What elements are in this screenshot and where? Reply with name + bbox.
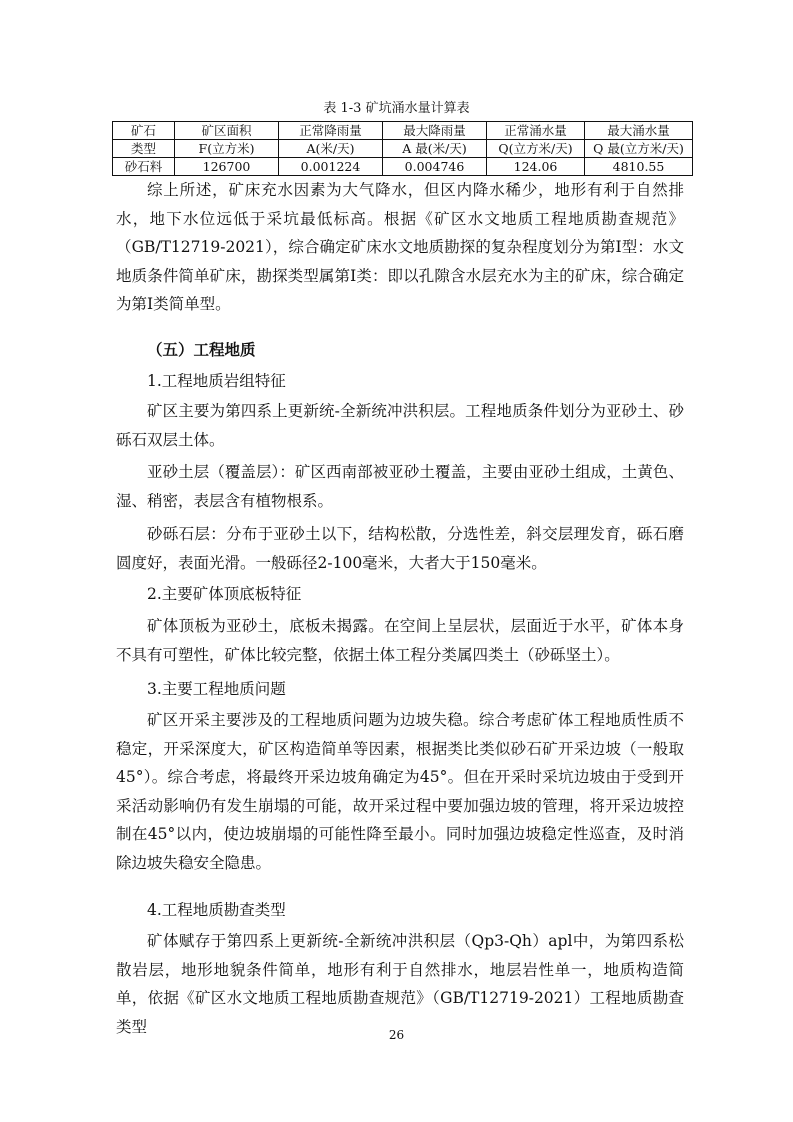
table-header-cell: Q(立方米/天) <box>487 140 585 158</box>
table-cell: 0.001224 <box>279 158 383 176</box>
table-cell: 124.06 <box>487 158 585 176</box>
paragraph-rock-groups: 矿区主要为第四系上更新统-全新统冲洪积层。工程地质条件划分为亚砂土、砂砾石双层土体。 <box>116 402 684 449</box>
table-cell: 0.004746 <box>383 158 487 176</box>
subheading-rock-groups: 1.工程地质岩组特征 <box>147 372 286 390</box>
water-inflow-table <box>112 121 693 176</box>
subheading-engineering-problems: 3.主要工程地质问题 <box>147 680 286 698</box>
table-header-row <box>113 122 693 140</box>
section-heading-engineering-geology: （五）工程地质 <box>147 340 256 359</box>
paragraph-survey-type: 矿体赋存于第四系上更新统-全新统冲洪积层（Qp3-Qh）apl中，为第四系松散岩层，地形地貌条件简单，地形有利于自然排水，地层岩性单一，地质构造简单，依据《矿区水文地质工程地质勘查规范》（GB/T12719-2021）工程地质勘查类型 <box>116 932 684 1036</box>
table-header-cell: F(立方米) <box>175 140 279 158</box>
page-number: 26 <box>388 1028 405 1042</box>
table-header-row <box>113 140 693 158</box>
table-cell: 砂石料 <box>113 158 175 176</box>
table-caption: 表 1-3 矿坑涌水量计算表 <box>323 101 470 116</box>
table-header-cell: Q 最(立方米/天) <box>585 140 693 158</box>
subheading-roof-floor: 2.主要矿体顶底板特征 <box>147 585 302 603</box>
table-header-cell: 正常涌水量 <box>487 122 585 140</box>
table-header-cell: A(米/天) <box>279 140 383 158</box>
table-header-cell: 正常降雨量 <box>279 122 383 140</box>
table-row <box>113 158 693 176</box>
table-header-cell: 类型 <box>113 140 175 158</box>
paragraph-gravel-layer: 砂砾石层：分布于亚砂土以下，结构松散，分选性差，斜交层理发育，砾石磨圆度好，表面光滑。一般砾径2-100毫米，大者大于150毫米。 <box>116 525 684 572</box>
table-cell: 126700 <box>175 158 279 176</box>
table-header-cell: A 最(米/天) <box>383 140 487 158</box>
table-header-cell: 矿区面积 <box>175 122 279 140</box>
paragraph-roof-floor: 矿体顶板为亚砂土，底板未揭露。在空间上呈层状，层面近于水平，矿体本身不具有可塑性，矿体比较完整，依据土体工程分类属四类土（砂砾坚土）。 <box>116 617 684 664</box>
subheading-survey-type: 4.工程地质勘查类型 <box>147 901 286 919</box>
table-header-cell: 最大涌水量 <box>585 122 693 140</box>
table-cell: 4810.55 <box>585 158 693 176</box>
paragraph-sandy-loam: 亚砂土层（覆盖层）：矿区西南部被亚砂土覆盖，主要由亚砂土组成，土黄色、湿、稍密，表层含有植物根系。 <box>116 463 684 510</box>
paragraph-hydro-summary: 综上所述，矿床充水因素为大气降水，但区内降水稀少，地形有利于自然排水，地下水位远低于采坑最低标高。根据《矿区水文地质工程地质勘查规范》（GB/T12719-2021），综合确定矿床水文地质勘探的复杂程度划分为第Ⅰ型：水文地质条件简单矿床，勘探类型属第Ⅰ类：即以孔隙含水层充水为主的矿床，综合确定为第Ⅰ类简单型。 <box>116 181 684 313</box>
table-header-cell: 最大降雨量 <box>383 122 487 140</box>
table-header-cell: 矿石 <box>113 122 175 140</box>
paragraph-slope-stability: 矿区开采主要涉及的工程地质问题为边坡失稳。综合考虑矿体工程地质性质不稳定，开采深度大，矿区构造简单等因素，根据类比类似砂石矿开采边坡（一般取45°）。综合考虑，将最终开采边坡角确定为45°。但在开采时采坑边坡由于受到开采活动影响仍有发生崩塌的可能，故开采过程中要加强边坡的管理，将开采边坡控制在45°以内，使边坡崩塌的可能性降至最小。同时加强边坡稳定性巡查，及时消除边坡失稳安全隐患。 <box>116 711 684 872</box>
